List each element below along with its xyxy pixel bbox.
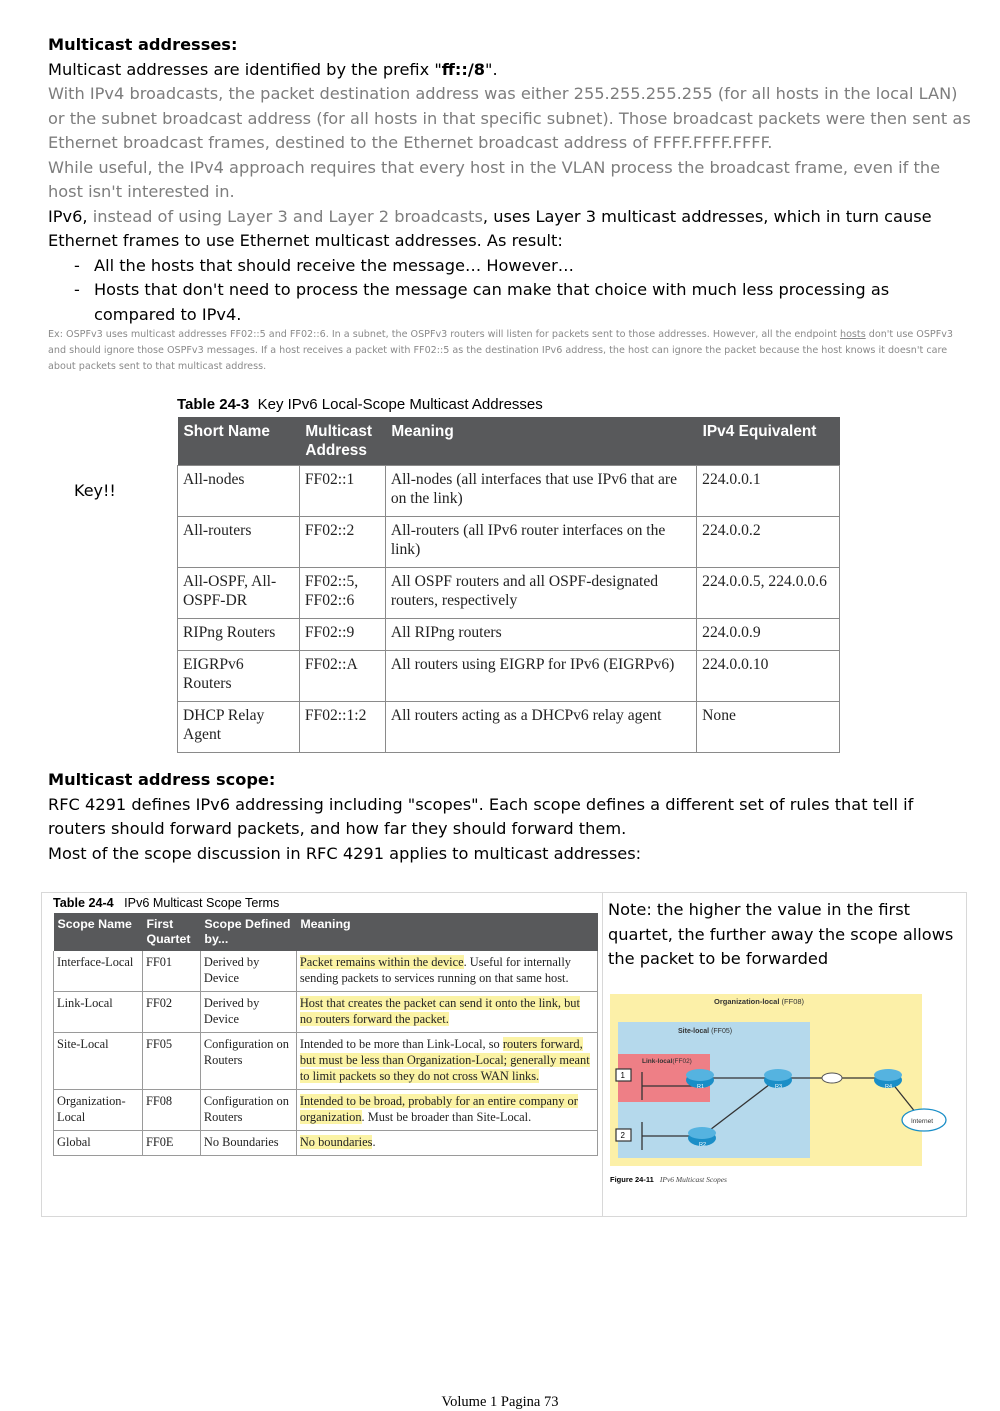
highlighted-text: routers forward, but must be less than Organization-Local; generally meant to limit packets so they do not cross WAN links. [299, 1037, 590, 1083]
table-title: Key IPv6 Local-Scope Multicast Addresses [257, 396, 543, 413]
table-cell: All-OSPF, All-OSPF-DR [178, 568, 300, 619]
scope-note: Note: the higher the value in the first quartet, the further away the scope allows the packet to be forwarded [608, 900, 954, 968]
table-cell: Interface-Local [54, 951, 143, 992]
table-row [54, 1131, 598, 1156]
column-header: IPv4 Equivalent [697, 417, 840, 466]
host-2-icon [616, 1129, 631, 1141]
table-cell: FF02 [142, 992, 200, 1033]
highlighted-text: Packet remains within the device [299, 955, 464, 969]
column-header: Meaning [385, 417, 696, 466]
svg-text:R1: R1 [697, 1084, 705, 1090]
table-cell: 224.0.0.10 [697, 651, 840, 702]
table-cell: All-routers (all IPv6 router interfaces on the link) [385, 517, 696, 568]
column-header: Short Name [178, 417, 300, 466]
table-cell: FF01 [142, 951, 200, 992]
table-row [178, 651, 840, 702]
table-cell: Configuration on Routers [200, 1090, 296, 1131]
internet-cloud-icon [902, 1109, 946, 1131]
table-cell [296, 1131, 597, 1156]
table-cell: All-routers [178, 517, 300, 568]
page-footer: Volume 1 Pagina 73 [441, 1394, 559, 1410]
intro-section [48, 33, 973, 375]
list-item: - Hosts that don't need to process the message can make that choice with much less processing as compared to IPv4. [94, 278, 973, 327]
table-cell: All OSPF routers and all OSPF-designated routers, respectively [385, 568, 696, 619]
prefix-end: ". [485, 59, 498, 79]
svg-text:R4: R4 [885, 1084, 893, 1090]
table-header-row [178, 417, 840, 466]
ipv6-paragraph [48, 205, 973, 254]
organization-local-label: Organization-local (FF08) [714, 997, 805, 1006]
column-header: Meaning [296, 913, 597, 951]
meaning-text: . Must be broader than Site-Local. [361, 1110, 532, 1124]
example-text-end: don't use OSPFv3 and should ignore those OSPFv3 messages. If a host receives a packet with FF02::5 as the destination IPv6 address, the host can ignore the packet because the host knows it doesn't care about packets sent to that multicast address. [48, 329, 953, 372]
table-row [178, 619, 840, 651]
table-row [54, 951, 598, 992]
table-cell: RIPng Routers [178, 619, 300, 651]
bullet-list [48, 254, 973, 328]
prefix-value: ff::/8 [441, 59, 486, 79]
highlighted-text: Intended to be broad, probably for an entire company or organization [299, 1094, 578, 1124]
table-cell: FF02::5, FF02::6 [299, 568, 385, 619]
table-cell: EIGRPv6 Routers [178, 651, 300, 702]
wan-link-icon [822, 1073, 842, 1083]
site-local-label: Site-local (FF05) [678, 1028, 733, 1035]
panel-divider [602, 892, 603, 1217]
svg-text:1: 1 [620, 1071, 625, 1080]
table-row [178, 568, 840, 619]
table-cell: Derived by Device [200, 951, 296, 992]
svg-text:2: 2 [620, 1131, 625, 1140]
table-cell: 224.0.0.9 [697, 619, 840, 651]
table-caption [53, 896, 279, 910]
ipv6-label: IPv6, [48, 206, 88, 226]
table-cell: 224.0.0.2 [697, 517, 840, 568]
table-cell: FF02::9 [299, 619, 385, 651]
prefix-text: Multicast addresses are identified by the prefix " [48, 59, 442, 79]
column-header: Scope Defined by... [200, 913, 296, 951]
table-cell: Global [54, 1131, 143, 1156]
scope-intro-paragraph: Most of the scope discussion in RFC 4291 applies to multicast addresses: [48, 843, 642, 863]
table-caption [177, 396, 543, 413]
table-number: Table 24-4 [53, 896, 114, 910]
table-cell: All routers using EIGRP for IPv6 (EIGRPv6) [385, 651, 696, 702]
table-cell: All-nodes [178, 466, 300, 517]
figure-caption: Figure 24-11 IPv6 Multicast Scopes [610, 1175, 727, 1184]
table-row [178, 466, 840, 517]
column-header: First Quartet [142, 913, 200, 951]
multicast-scope-table [53, 913, 598, 1156]
table-row [54, 1033, 598, 1090]
svg-text:R2: R2 [699, 1142, 707, 1148]
table-cell: All routers acting as a DHCPv6 relay agent [385, 702, 696, 753]
table-cell [296, 1033, 597, 1090]
key-label: Key!! [74, 481, 116, 500]
table-cell: Organization-Local [54, 1090, 143, 1131]
table-cell: FF02::A [299, 651, 385, 702]
svg-text:R3: R3 [775, 1084, 783, 1090]
column-header: Scope Name [54, 913, 143, 951]
highlighted-text: No boundaries [299, 1135, 373, 1149]
scope-section [48, 768, 973, 866]
table-row [178, 702, 840, 753]
table-cell: FF02::1 [299, 466, 385, 517]
table-cell: Configuration on Routers [200, 1033, 296, 1090]
example-text: Ex: OSPFv3 uses multicast addresses FF02::5 and FF02::6. In a subnet, the OSPFv3 routers will listen for packets sent to those addresses. However, all the endpoint [48, 329, 840, 340]
table-cell: DHCP Relay Agent [178, 702, 300, 753]
prefix-line [48, 58, 973, 83]
table-cell: Site-Local [54, 1033, 143, 1090]
table-cell: FF02::1:2 [299, 702, 385, 753]
meaning-text: . [372, 1135, 376, 1149]
svg-text:Internet: Internet [911, 1118, 934, 1125]
section-heading: Multicast address scope: [48, 770, 276, 789]
link-local-label: Link-local(FF02) [642, 1058, 692, 1065]
host-1-icon [616, 1069, 631, 1081]
multicast-address-table [177, 417, 840, 753]
meaning-text: . Useful for internally sending packets to services running on that same host. [299, 955, 571, 985]
section-heading: Multicast addresses: [48, 35, 238, 54]
ipv6-text: , uses Layer 3 multicast addresses, which in turn cause Ethernet frames to use Ethernet multicast addresses. As result: [48, 206, 932, 250]
example-note [48, 327, 973, 375]
table-cell: Derived by Device [200, 992, 296, 1033]
rfc-paragraph: RFC 4291 defines IPv6 addressing including "scopes". Each scope defines a different set of rules that tell if routers should forward packets, and how far they should forward them. [48, 794, 914, 838]
list-item: - All the hosts that should receive the message… However… [94, 254, 973, 279]
ipv4-approach-paragraph: While useful, the IPv4 approach requires that every host in the VLAN process the broadcast frame, even if the host isn't interested in. [48, 157, 941, 201]
table-cell: Link-Local [54, 992, 143, 1033]
table-number: Table 24-3 [177, 396, 250, 413]
table-cell: None [697, 702, 840, 753]
table-title: IPv6 Multicast Scope Terms [124, 896, 280, 910]
highlighted-text: Host that creates the packet can send it onto the link, but no routers forward the packet. [299, 996, 580, 1026]
multicast-scope-diagram [610, 992, 952, 1192]
table-cell [296, 951, 597, 992]
table-cell: All-nodes (all interfaces that use IPv6 that are on the link) [385, 466, 696, 517]
ipv6-gray-text: instead of using Layer 3 and Layer 2 broadcasts [87, 206, 483, 226]
table-cell: FF08 [142, 1090, 200, 1131]
table-cell: FF0E [142, 1131, 200, 1156]
table-cell: 224.0.0.5, 224.0.0.6 [697, 568, 840, 619]
table-cell: No Boundaries [200, 1131, 296, 1156]
meaning-text: Intended to be more than Link-Local, so [299, 1037, 503, 1051]
table-row [54, 992, 598, 1033]
table-cell: 224.0.0.1 [697, 466, 840, 517]
table-cell [296, 992, 597, 1033]
hosts-link[interactable]: hosts [839, 329, 866, 340]
table-cell: All RIPng routers [385, 619, 696, 651]
table-cell [296, 1090, 597, 1131]
table-cell: FF02::2 [299, 517, 385, 568]
broadcast-paragraph: With IPv4 broadcasts, the packet destination address was either 255.255.255.255 (for all hosts in the local LAN) or the subnet broadcast address (for all hosts in that specific subnet). Those broadcast packets were then sent as Ethernet broadcast frames, destined to the Ethernet broadcast address of FFFF.FFFF.FFFF. [48, 84, 971, 152]
column-header: Multicast Address [299, 417, 385, 466]
table-cell: FF05 [142, 1033, 200, 1090]
table-header-row [54, 913, 598, 951]
table-row [178, 517, 840, 568]
table-row [54, 1090, 598, 1131]
